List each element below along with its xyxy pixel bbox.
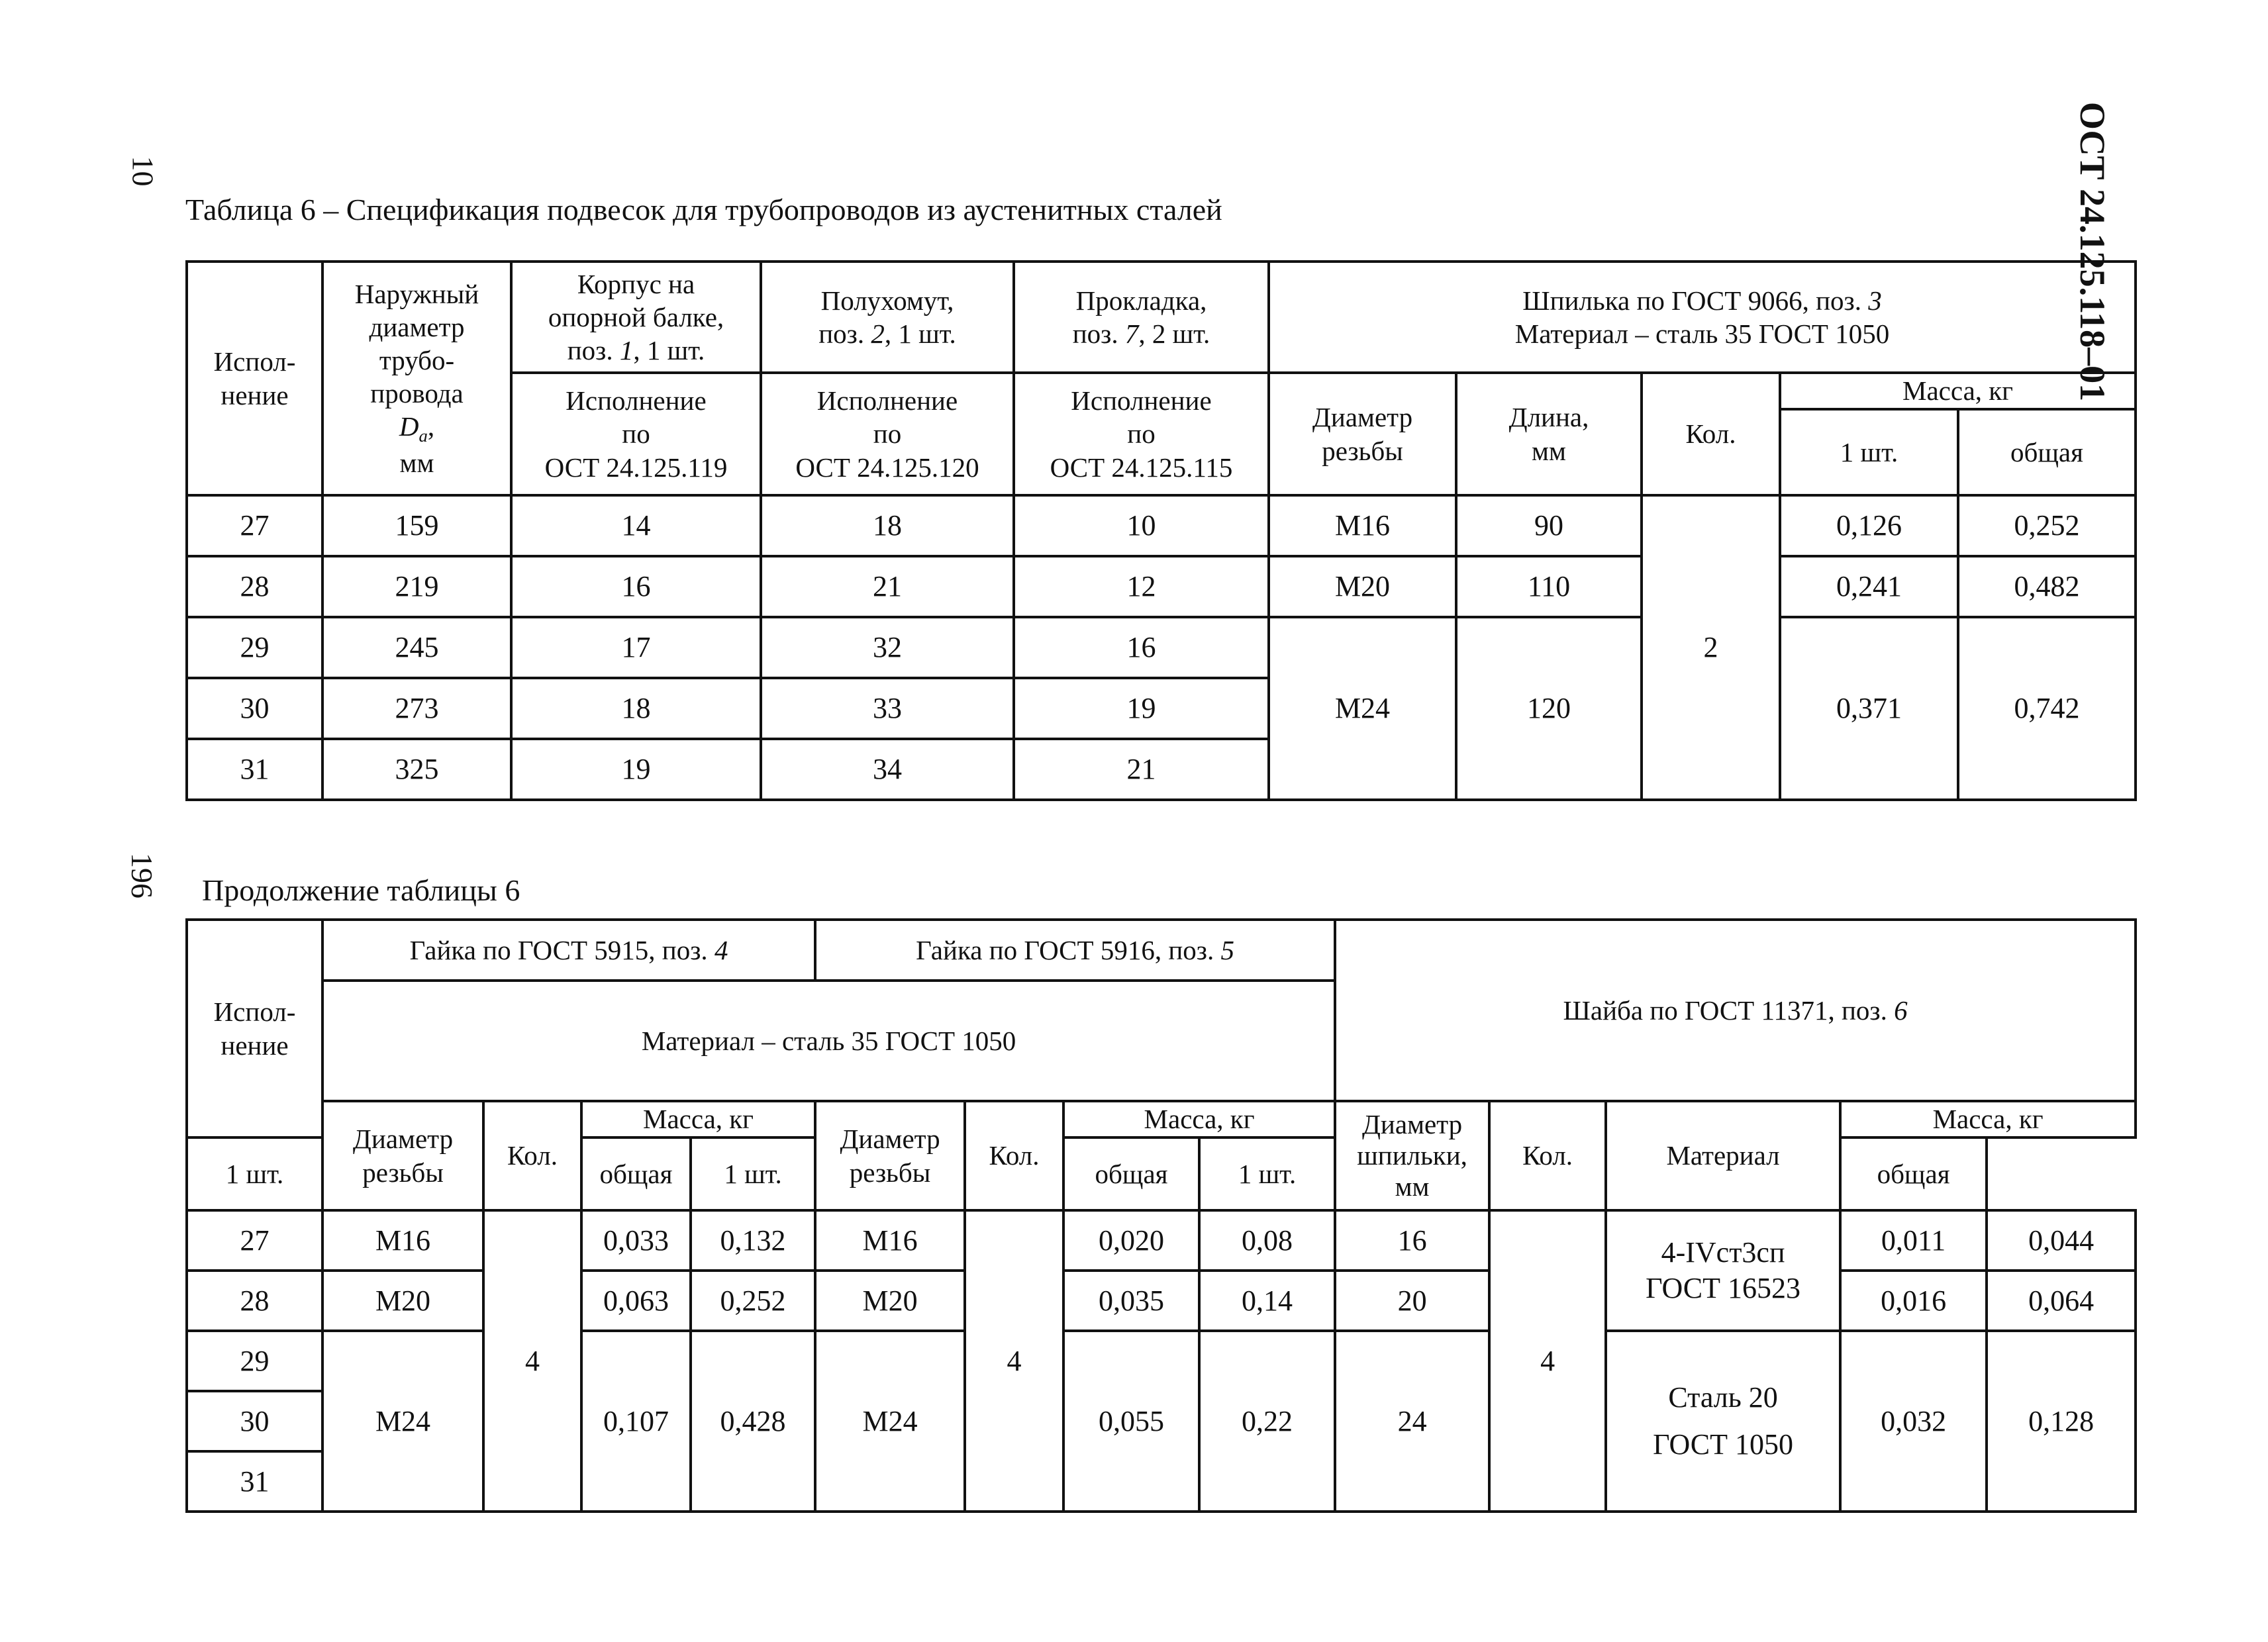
- cell-korpus: 19: [511, 739, 761, 800]
- cell-ispolnenie: 29: [187, 1331, 322, 1391]
- header-quantity: Кол.: [965, 1101, 1063, 1210]
- cell-stud-diameter: 20: [1335, 1271, 1489, 1331]
- cell-thread: М24: [322, 1331, 483, 1512]
- cell-prokladka: 16: [1014, 617, 1269, 678]
- cell-korpus: 16: [511, 556, 761, 617]
- header-mass-total: общая: [1063, 1137, 1199, 1210]
- header-shpilka: Шпилька по ГОСТ 9066, поз. 3 Материал – сталь 35 ГОСТ 1050: [1269, 262, 2136, 373]
- header-ispolnenie: Испол- нение: [187, 262, 322, 495]
- cell-thread: М16: [322, 1210, 483, 1271]
- cell-material: 4-IVст3сп ГОСТ 16523: [1606, 1210, 1840, 1331]
- cell-thread: М24: [815, 1331, 965, 1512]
- header-quantity: Кол.: [1642, 373, 1780, 495]
- cell-outer-diameter: 159: [322, 495, 511, 556]
- cell-mass-total: 0,064: [1987, 1271, 2136, 1331]
- cell-quantity: 4: [965, 1210, 1063, 1512]
- header-nut-5915: Гайка по ГОСТ 5915, поз. 4: [322, 920, 815, 981]
- table-row: [187, 1210, 2136, 1271]
- cell-polukhomut: 21: [761, 556, 1014, 617]
- cell-mass-total: 0,252: [1958, 495, 2136, 556]
- cell-outer-diameter: 219: [322, 556, 511, 617]
- header-isp-ost115: Исполнение по ОСТ 24.125.115: [1014, 373, 1269, 495]
- cell-length: 110: [1456, 556, 1642, 617]
- cell-polukhomut: 34: [761, 739, 1014, 800]
- cell-ispolnenie: 29: [187, 617, 322, 678]
- cell-thread: М20: [1269, 556, 1456, 617]
- cell-mass-total: 0,428: [691, 1331, 815, 1512]
- header-mass-per-piece: 1 шт.: [1199, 1137, 1335, 1210]
- cell-ispolnenie: 27: [187, 1210, 322, 1271]
- cell-mass-total: 0,482: [1958, 556, 2136, 617]
- header-material-col: Материал: [1606, 1101, 1840, 1210]
- header-length: Длина, мм: [1456, 373, 1642, 495]
- page-number-side: 196: [125, 853, 159, 898]
- header-thread-diameter: Диаметр резьбы: [815, 1101, 965, 1210]
- cell-prokladka: 12: [1014, 556, 1269, 617]
- cell-stud-diameter: 16: [1335, 1210, 1489, 1271]
- header-isp-ost119: Исполнение по ОСТ 24.125.119: [511, 373, 761, 495]
- cell-mass-per-piece: 0,020: [1063, 1210, 1199, 1271]
- cell-thread: М20: [815, 1271, 965, 1331]
- cell-mass-per-piece: 0,016: [1840, 1271, 1987, 1331]
- header-stud-diameter: Диаметр шпильки, мм: [1335, 1101, 1489, 1210]
- header-mass-total: общая: [1840, 1137, 1987, 1210]
- cell-outer-diameter: 273: [322, 678, 511, 739]
- cell-prokladka: 21: [1014, 739, 1269, 800]
- header-mass: Масса, кг: [1840, 1101, 2136, 1137]
- document-page: 10 196 ОСТ 24.125.118–01 Таблица 6 – Спецификация подвесок для трубопроводов из аустенитных сталей Испол- нение Наружный диаметр трубо- провода $D_a$, мм Корпус на опорной балке, поз. 1, 1 шт. Полухомут, поз. 2, 1 шт. Прокладка, поз. 7, 2 шт. Шпилька по ГОСТ 9066, поз. 3 Материал – сталь 35 ГОСТ 1050 Исполнение по ОСТ 24.125.119 Исполнение по ОСТ 24.125.120 Исполнение по ОСТ 24.125.115 Диаметр резьбы Длина, мм Кол. Масса, кг 1 шт. общая 27 159 14 18 10 М16 90 2 0,126 0,252 28 219 16 21 12 М20 110 0,241 0,482 29 245 17 32 16 М24 120 0,371 0,742 30 273 18 33 19 31 325 19 34 21 Продолжение таблицы 6 Испол- нение Гайка по ГОСТ 5915, поз. 4 Гайка по ГОСТ 5916, поз. 5 Шайба по ГОСТ 11371, поз. 6 Материал – сталь 35 ГОСТ 1050 Диаметр резьбы Кол. Масса, кг Диаметр резьбы Кол. Масса, кг Диаметр шпильки, мм Кол. Материал Масса, кг 1 шт. общая 1 шт. общая 1 шт. общая 27 М16 4 0,033 0,132 М16 4 0,020 0,08 16 4 4-IVст3сп ГОСТ 16523 0,011 0,044 28 М20 0,063 0,252 М20 0,035 0,14 20 0,016 0,064 29 М24 0,107 0,428 М24 0,055 0,22 24 Сталь 20 ГОСТ 1050 0,032 0,128 30 31: [0, 0, 2268, 1642]
- cell-outer-diameter: 325: [322, 739, 511, 800]
- header-prokladka: Прокладка, поз. 7, 2 шт.: [1014, 262, 1269, 373]
- continuation-title: Продолжение таблицы 6: [202, 873, 520, 907]
- cell-mass-per-piece: 0,055: [1063, 1331, 1199, 1512]
- header-thread-diameter: Диаметр резьбы: [322, 1101, 483, 1210]
- cell-length: 120: [1456, 617, 1642, 800]
- table-row: [187, 617, 2136, 678]
- cell-stud-diameter: 24: [1335, 1331, 1489, 1512]
- spec-table-main: [185, 260, 2137, 801]
- table-row: [187, 556, 2136, 617]
- cell-outer-diameter: 245: [322, 617, 511, 678]
- cell-ispolnenie: 28: [187, 556, 322, 617]
- cell-quantity: 4: [483, 1210, 581, 1512]
- cell-mass-per-piece: 0,033: [581, 1210, 691, 1271]
- header-outer-diameter: Наружный диаметр трубо- провода $D_a$, мм: [322, 262, 511, 495]
- table-title: Таблица 6 – Спецификация подвесок для трубопроводов из аустенитных сталей: [185, 193, 1222, 226]
- header-mass: Масса, кг: [581, 1101, 815, 1137]
- cell-mass-per-piece: 0,032: [1840, 1331, 1987, 1512]
- cell-korpus: 17: [511, 617, 761, 678]
- header-polukhomut: Полухомут, поз. 2, 1 шт.: [761, 262, 1014, 373]
- header-mass: Масса, кг: [1780, 373, 2136, 409]
- cell-mass-per-piece: 0,063: [581, 1271, 691, 1331]
- cell-ispolnenie: 31: [187, 1451, 322, 1512]
- spec-table-continuation: [185, 918, 2137, 1513]
- cell-prokladka: 10: [1014, 495, 1269, 556]
- cell-ispolnenie: 30: [187, 1391, 322, 1451]
- cell-quantity: 2: [1642, 495, 1780, 800]
- cell-mass-total: 0,14: [1199, 1271, 1335, 1331]
- cell-polukhomut: 32: [761, 617, 1014, 678]
- header-mass-total: общая: [1958, 409, 2136, 495]
- page-number-top: 10: [126, 156, 160, 187]
- header-nut-5916: Гайка по ГОСТ 5916, поз. 5: [815, 920, 1335, 981]
- header-isp-ost120: Исполнение по ОСТ 24.125.120: [761, 373, 1014, 495]
- header-mass: Масса, кг: [1063, 1101, 1335, 1137]
- cell-thread: М20: [322, 1271, 483, 1331]
- cell-mass-per-piece: 0,371: [1780, 617, 1958, 800]
- cell-mass-per-piece: 0,035: [1063, 1271, 1199, 1331]
- cell-polukhomut: 33: [761, 678, 1014, 739]
- cell-thread: М24: [1269, 617, 1456, 800]
- header-mass-per-piece: 1 шт.: [691, 1137, 815, 1210]
- cell-length: 90: [1456, 495, 1642, 556]
- header-mass-per-piece: 1 шт.: [1780, 409, 1958, 495]
- cell-mass-total: 0,128: [1987, 1331, 2136, 1512]
- cell-mass-per-piece: 0,107: [581, 1331, 691, 1512]
- cell-korpus: 18: [511, 678, 761, 739]
- cell-mass-per-piece: 0,126: [1780, 495, 1958, 556]
- cell-mass-total: 0,08: [1199, 1210, 1335, 1271]
- header-ispolnenie: Испол- нение: [187, 920, 322, 1137]
- cell-polukhomut: 18: [761, 495, 1014, 556]
- header-quantity: Кол.: [1489, 1101, 1606, 1210]
- cell-mass-per-piece: 0,011: [1840, 1210, 1987, 1271]
- header-korpus: Корпус на опорной балке, поз. 1, 1 шт.: [511, 262, 761, 373]
- header-quantity: Кол.: [483, 1101, 581, 1210]
- header-material: Материал – сталь 35 ГОСТ 1050: [322, 981, 1335, 1101]
- cell-ispolnenie: 28: [187, 1271, 322, 1331]
- header-mass-total: общая: [581, 1137, 691, 1210]
- table-row: [187, 495, 2136, 556]
- cell-mass-per-piece: 0,241: [1780, 556, 1958, 617]
- cell-mass-total: 0,22: [1199, 1331, 1335, 1512]
- cell-thread: М16: [1269, 495, 1456, 556]
- header-thread-diameter: Диаметр резьбы: [1269, 373, 1456, 495]
- cell-quantity: 4: [1489, 1210, 1606, 1512]
- cell-thread: М16: [815, 1210, 965, 1271]
- cell-korpus: 14: [511, 495, 761, 556]
- cell-ispolnenie: 27: [187, 495, 322, 556]
- cell-mass-total: 0,044: [1987, 1210, 2136, 1271]
- header-mass-per-piece: 1 шт.: [187, 1137, 322, 1210]
- header-washer: Шайба по ГОСТ 11371, поз. 6: [1335, 920, 2136, 1101]
- cell-mass-total: 0,252: [691, 1271, 815, 1331]
- table-row: [187, 1271, 2136, 1331]
- cell-mass-total: 0,742: [1958, 617, 2136, 800]
- cell-ispolnenie: 30: [187, 678, 322, 739]
- cell-ispolnenie: 31: [187, 739, 322, 800]
- cell-material: Сталь 20 ГОСТ 1050: [1606, 1331, 1840, 1512]
- table-row: [187, 1331, 2136, 1391]
- cell-mass-total: 0,132: [691, 1210, 815, 1271]
- cell-prokladka: 19: [1014, 678, 1269, 739]
